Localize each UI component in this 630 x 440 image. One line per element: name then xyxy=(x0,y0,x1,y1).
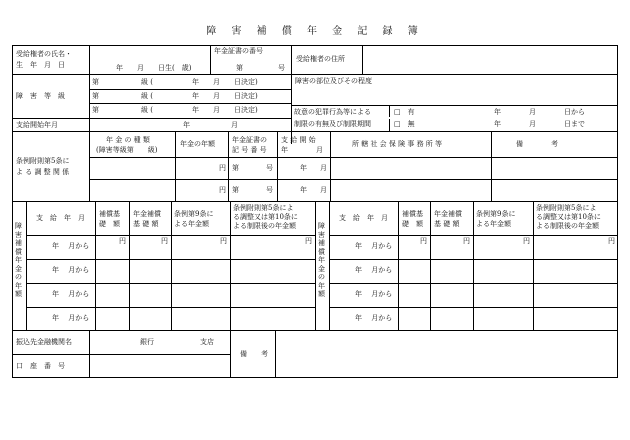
bank-inst-label: 振込先金融機関名 xyxy=(16,338,72,346)
left-row-4-period[interactable]: 年 月から xyxy=(52,314,90,322)
h-start-1: 支 給 開 始 xyxy=(281,136,316,144)
adjust-row-2-dai[interactable]: 第 xyxy=(232,186,239,194)
grade-row-3-level[interactable]: 級 ( xyxy=(141,106,153,114)
left-h-adj-3: よる制限後の年金額 xyxy=(233,222,296,230)
right-h-adj-2: る調整又は第10条に xyxy=(536,213,601,221)
right-row-1-pbase-yen[interactable]: 円 xyxy=(463,237,470,245)
account-number-label: 口 座 番 号 xyxy=(16,362,65,370)
right-row-3-period[interactable]: 年 月から xyxy=(355,290,393,298)
bank-name[interactable]: 銀行 xyxy=(140,338,154,346)
grade-row-3-date[interactable]: 年 月 日決定) xyxy=(192,106,258,114)
adjust-label-1: 条例附則第5条に xyxy=(16,157,70,165)
left-h-art9-1: 条例第9条に xyxy=(174,210,214,218)
grade-row-1-date[interactable]: 年 月 日決定) xyxy=(192,78,258,86)
bank-note-value[interactable] xyxy=(279,334,614,374)
name-label: 受給権者の氏名・ xyxy=(16,50,72,58)
adjust-row-1-yen[interactable]: 円 xyxy=(219,164,226,172)
right-row-1-art9-yen[interactable]: 円 xyxy=(523,237,530,245)
dob-label: 生 年 月 日 xyxy=(16,61,65,69)
adjust-row-1-go[interactable]: 号 xyxy=(266,164,273,172)
adjust-row-1-dai[interactable]: 第 xyxy=(232,164,239,172)
crime-label-2: 制限の有無及び制限期間 xyxy=(294,120,371,128)
right-row-1-adj-yen[interactable]: 円 xyxy=(608,237,615,245)
grade-row-1-level[interactable]: 級 ( xyxy=(141,78,153,86)
h-note: 備 考 xyxy=(516,140,558,148)
adjust-row-2-year[interactable]: 年 xyxy=(300,186,307,194)
cert-number-label: 年金証書の番号 xyxy=(214,47,263,55)
h-cert-1: 年金証書の xyxy=(232,136,267,144)
right-h-pbase-1: 年金補償 xyxy=(434,210,462,218)
disability-part-label: 障害の部位及びその程度 xyxy=(295,77,372,85)
adjust-label-2: よ る 調 整 関 係 xyxy=(16,168,70,176)
grade-row-1-prefix: 第 xyxy=(92,78,99,86)
right-row-4-period[interactable]: 年 月から xyxy=(355,314,393,322)
right-h-art9-1: 条例第9条に xyxy=(476,210,516,218)
adjust-row-1-month[interactable]: 月 xyxy=(320,164,327,172)
grade-row-2-prefix: 第 xyxy=(92,92,99,100)
h-annual-amount: 年金の年額 xyxy=(180,140,215,148)
cert-number-value[interactable]: 第 号 xyxy=(236,64,285,72)
right-h-base-2: 礎 額 xyxy=(402,220,423,228)
crime-no-checkbox[interactable]: □ 無 xyxy=(394,120,415,128)
address-value[interactable] xyxy=(366,55,614,69)
annual-vlabel-left: 障害補償年金の年額 xyxy=(15,222,22,298)
grade-row-3-prefix: 第 xyxy=(92,106,99,114)
start-month[interactable]: 月 xyxy=(231,121,238,129)
h-start-2: 年 月 xyxy=(281,146,323,154)
left-h-adj-1: 条例附則第5条によ xyxy=(233,204,294,212)
left-h-period: 支 給 年 月 xyxy=(36,214,85,222)
start-label: 支給開始年月 xyxy=(16,121,58,129)
left-h-base-1: 補償基 xyxy=(99,210,120,218)
left-row-3-period[interactable]: 年 月から xyxy=(52,290,90,298)
adjust-row-2-go[interactable]: 号 xyxy=(266,186,273,194)
right-h-adj-3: よる制限後の年金額 xyxy=(536,222,599,230)
address-label: 受給権者の住所 xyxy=(296,55,345,63)
bank-note-label: 備 考 xyxy=(240,350,268,358)
right-h-period: 支 給 年 月 xyxy=(339,214,388,222)
left-row-1-pbase-yen[interactable]: 円 xyxy=(161,237,168,245)
h-office: 所 轄 社 会 保 険 事 務 所 等 xyxy=(352,140,443,148)
right-h-adj-1: 条例附則第5条によ xyxy=(536,204,597,212)
h-pension-kind-1: 年 金 の 種 類 xyxy=(106,136,150,144)
bank-branch[interactable]: 支店 xyxy=(200,338,214,346)
right-row-1-period[interactable]: 年 月から xyxy=(355,242,393,250)
right-h-pbase-2: 基 礎 額 xyxy=(434,220,460,228)
crime-yes-checkbox[interactable]: □ 有 xyxy=(394,108,415,116)
left-row-1-art9-yen[interactable]: 円 xyxy=(220,237,227,245)
h-pension-kind-2: (障害等級第 級) xyxy=(96,146,158,154)
grade-row-2-date[interactable]: 年 月 日決定) xyxy=(192,92,258,100)
start-year[interactable]: 年 xyxy=(183,121,190,129)
grade-row-2-level[interactable]: 級 ( xyxy=(141,92,153,100)
left-row-1-period[interactable]: 年 月から xyxy=(52,242,90,250)
annual-vlabel-right: 障害補償年金の年額 xyxy=(318,222,325,298)
right-h-art9-2: よる年金額 xyxy=(476,220,511,228)
left-h-art9-2: よる年金額 xyxy=(174,220,209,228)
form-title: 障 害 補 償 年 金 記 録 簿 xyxy=(206,26,424,37)
crime-to-date[interactable]: 年 月 日まで xyxy=(494,120,585,128)
right-h-base-1: 補償基 xyxy=(402,210,423,218)
account-number-value[interactable] xyxy=(93,360,227,374)
adjust-row-2-month[interactable]: 月 xyxy=(320,186,327,194)
left-h-pbase-2: 基 礎 額 xyxy=(133,220,159,228)
right-row-1-base-yen[interactable]: 円 xyxy=(420,237,427,245)
left-h-adj-2: る調整又は第10条に xyxy=(233,213,298,221)
left-row-2-period[interactable]: 年 月から xyxy=(52,266,90,274)
left-row-1-base-yen[interactable]: 円 xyxy=(119,237,126,245)
left-h-pbase-1: 年金補償 xyxy=(133,210,161,218)
left-row-1-adj-yen[interactable]: 円 xyxy=(305,237,312,245)
h-cert-2: 記 号 番 号 xyxy=(232,146,267,154)
crime-label-1: 故意の犯罪行為等による xyxy=(294,108,371,116)
adjust-row-2-yen[interactable]: 円 xyxy=(219,186,226,194)
right-row-2-period[interactable]: 年 月から xyxy=(355,266,393,274)
dob-value[interactable]: 年 月 日生( 歳) xyxy=(116,64,192,72)
adjust-row-1-year[interactable]: 年 xyxy=(300,164,307,172)
grade-label: 障 害 等 級 xyxy=(16,92,65,100)
left-h-base-2: 礎 額 xyxy=(99,220,120,228)
crime-from-date[interactable]: 年 月 日から xyxy=(494,108,585,116)
